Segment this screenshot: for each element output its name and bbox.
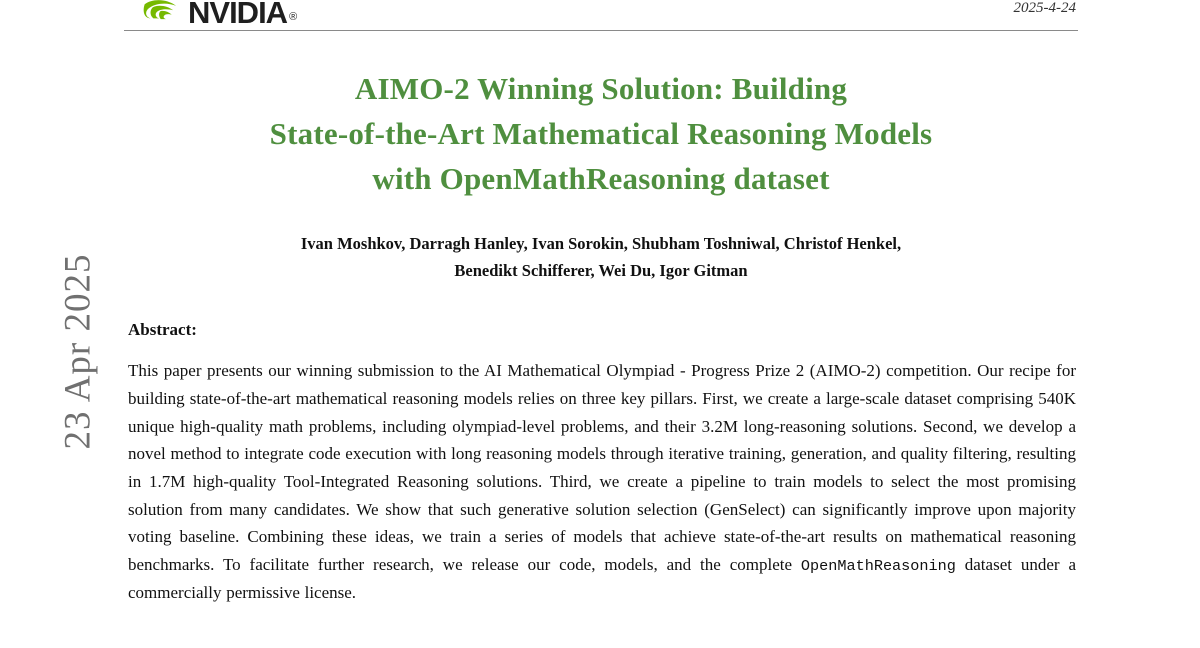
author-line-2: Benedikt Schifferer, Wei Du, Igor Gitman bbox=[454, 261, 748, 281]
dataset-name: OpenMathReasoning bbox=[800, 557, 956, 576]
title-line-2: State-of-the-Art Mathematical Reasoning Models bbox=[269, 115, 933, 151]
page-header bbox=[124, 0, 1078, 31]
nvidia-eye-icon bbox=[138, 0, 182, 26]
title-line-1: AIMO-2 Winning Solution: Building bbox=[354, 71, 848, 106]
arxiv-date-stamp: 23 Apr 2025 bbox=[57, 253, 99, 450]
paper-title bbox=[124, 67, 1078, 202]
header-date: 2025-4-24 bbox=[1013, 0, 1076, 16]
abstract-text-part-2: dataset under a commercially permissive license. bbox=[128, 555, 1076, 602]
author-list bbox=[124, 230, 1078, 284]
paper-page bbox=[124, 0, 1078, 648]
title-line-3: with OpenMathReasoning dataset bbox=[372, 160, 830, 196]
abstract-section bbox=[124, 320, 1078, 606]
abstract-text-part-1: This paper presents our winning submission to the AI Mathematical Olympiad - Progress Prize 2 (AIMO-2) competition. Our recipe for building state-of-the-art mathematical reasoning models relies on three key pillars. First, we create a large-scale dataset comprising 540K unique high-quality math problems, including olympiad-level problems, and their 3.2M long-reasoning solutions. Second, we develop a novel method to integrate code execution with long reasoning models through iterative training, generation, and quality filtering, resulting in 1.7M high-quality Tool-Integrated Reasoning solutions. Third, we create a pipeline to train models to select the most promising solution from many candidates. We show that such generative solution selection (GenSelect) can significantly improve upon majority voting baseline. Combining these ideas, we train a series of models that achieve state-of-the-art results on mathematical reasoning benchmarks. To facilitate further research, we release our code, models, and the complete bbox=[128, 361, 1076, 575]
nvidia-logo bbox=[138, 0, 298, 31]
nvidia-wordmark: NVIDIA bbox=[188, 0, 288, 31]
abstract-heading: Abstract: bbox=[128, 320, 197, 340]
registered-trademark-icon: ® bbox=[289, 11, 298, 23]
abstract-text bbox=[128, 357, 1076, 606]
author-line-1: Ivan Moshkov, Darragh Hanley, Ivan Sorokin, Shubham Toshniwal, Christof Henkel, bbox=[300, 233, 902, 253]
